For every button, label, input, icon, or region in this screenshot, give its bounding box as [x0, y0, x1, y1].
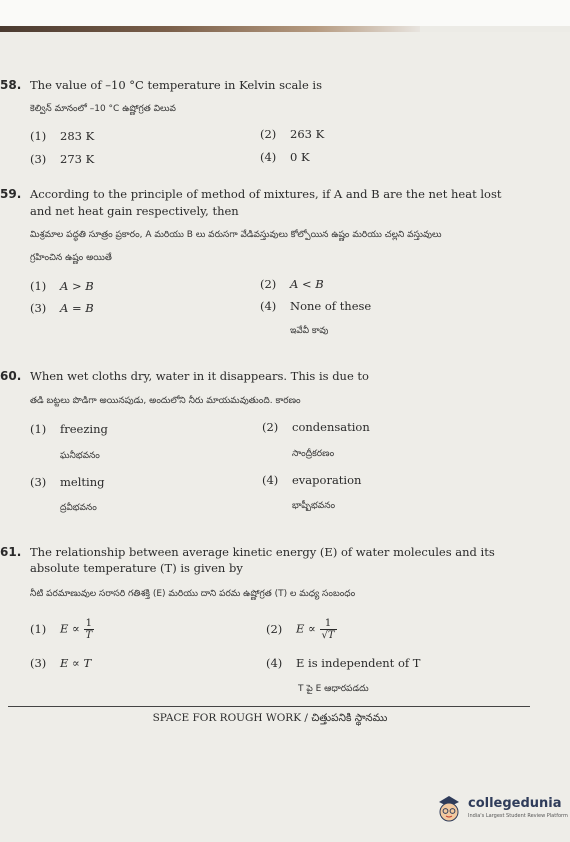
option-1-telugu: ఘనీభవనం: [60, 451, 100, 461]
option-4: (4) 0 K: [260, 150, 310, 164]
logo-tagline: India's Largest Student Review Platform: [468, 813, 568, 819]
question-text-telugu-line-2: గ్రహించిన ఉష్ణం అయితే: [30, 253, 112, 263]
question-number: 59.: [0, 187, 22, 201]
option-3: (3) 273 K: [30, 152, 95, 166]
question-text-line-2: and net heat gain respectively, then: [30, 204, 239, 218]
option-3: (3) E ∝ T: [30, 656, 92, 670]
question-number: 58.: [0, 78, 22, 92]
mascot-icon: [436, 794, 462, 824]
option-3: (3) A = B: [30, 301, 94, 315]
question-text-line-2: absolute temperature (T) is given by: [30, 561, 243, 575]
question-text-line-1: According to the principle of method of mixtures, if A and B are the net heat lost: [30, 187, 502, 201]
question-text-telugu: తడి బట్టలు పొడిగా అయినపుడు, అందులోని నీరు మాయమవుతుంది. కారణం: [30, 396, 301, 406]
question-text-line-1: The relationship between average kinetic energy (E) of water molecules and its: [30, 545, 495, 559]
option-1: (1) A > B: [30, 279, 94, 293]
option-1: (1) E ∝ $\frac{1}{T}$: [30, 618, 93, 641]
question-number: 60.: [0, 369, 22, 383]
question-text-telugu-line-1: మిశ్రమాల పద్ధతి సూత్రం ప్రకారం, A మరియు B లు వరుసగా వేడివస్తువులు కోల్పోయిన ఉష్ణం మరియు చల్లని వస్తువులు: [30, 230, 442, 240]
option-2-telugu: సాంద్రీకరణం: [292, 449, 335, 459]
top-margin: [0, 0, 570, 26]
question-text-telugu: కెల్విన్ మానంలో –10 °C ఉష్ణోగ్రత విలువ: [30, 104, 176, 114]
collegedunia-logo: [436, 792, 566, 832]
logo-wordmark: collegedunia: [468, 796, 562, 811]
option-4-telugu: భాష్పీభవనం: [292, 501, 336, 511]
question-text-telugu: నీటి పరమాణువుల సరాసరి గతిశక్తి (E) మరియు దాని పరమ ఉష్ణోగ్రత (T) ల మధ్య సంబంధం: [30, 589, 356, 599]
fraction: $\frac{1}{T}$: [85, 618, 93, 641]
option-4: (4) None of these: [260, 299, 372, 313]
option-2: (2) E ∝ $\frac{1}{√T}$: [266, 618, 335, 641]
question-number: 61.: [0, 545, 22, 559]
option-1: (1) 283 K: [30, 129, 95, 143]
option-2: (2) 263 K: [260, 127, 325, 141]
question-text: The value of –10 °C temperature in Kelvin scale is: [30, 78, 323, 92]
fraction: $\frac{1}{√T}$: [321, 618, 335, 641]
option-4-telugu: T పై E ఆధారపడదు: [298, 684, 369, 694]
option-4: (4) evaporation: [262, 473, 362, 487]
option-3: (3) melting: [30, 475, 105, 489]
option-2: (2) condensation: [262, 420, 370, 434]
option-4: (4) E is independent of T: [266, 656, 421, 670]
option-2: (2) A < B: [260, 277, 324, 291]
footer-rule: [8, 706, 530, 707]
rough-work-label: SPACE FOR ROUGH WORK / చిత్తుపనికి స్థానము: [152, 712, 388, 724]
option-3-telugu: ద్రవీభవనం: [60, 503, 97, 513]
option-1: (1) freezing: [30, 422, 108, 436]
question-text: When wet cloths dry, water in it disappears. This is due to: [30, 369, 369, 383]
option-4-telugu: ఇవేవీ కావు: [290, 326, 329, 336]
